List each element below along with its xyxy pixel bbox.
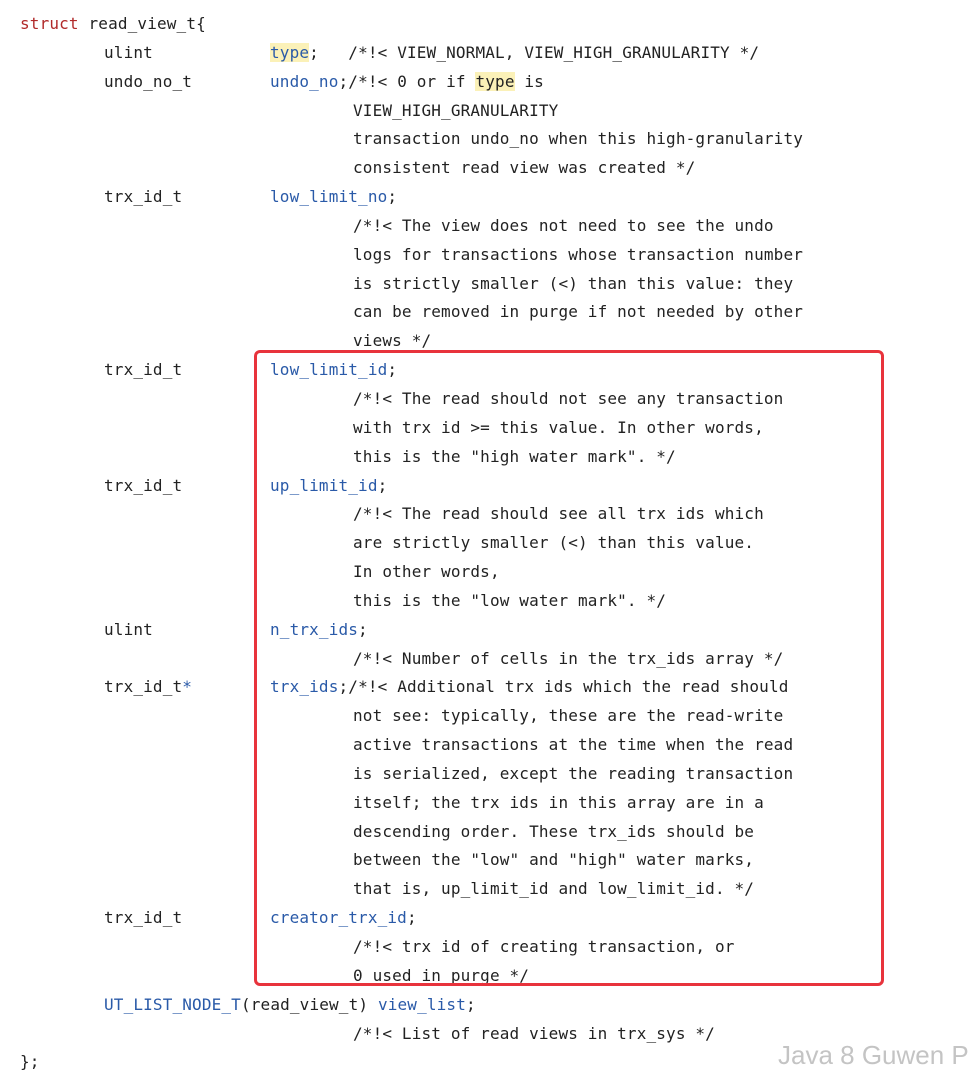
field-semicolon: ; xyxy=(387,360,398,380)
comment-line: /*!< trx id of creating transaction, or xyxy=(353,937,735,956)
comment-line: consistent read view was created */ xyxy=(353,158,696,178)
list-macro: UT_LIST_NODE_T xyxy=(104,994,241,1014)
field-n-trx-ids-line xyxy=(20,616,368,645)
comment-line: logs for transactions whose transaction number xyxy=(353,244,804,264)
field-low-limit-no-line xyxy=(20,183,398,212)
comment-line: not see: typically, these are the read-write xyxy=(353,706,784,726)
field-type: ulint xyxy=(104,619,153,639)
struct-closing: }; xyxy=(20,1052,40,1072)
field-comment: is xyxy=(514,71,544,91)
comment-line: can be removed in purge if not needed by other xyxy=(353,302,804,322)
comment-line: is serialized, except the reading transaction xyxy=(353,763,794,783)
comment-line: active transactions at the time when the read xyxy=(353,735,794,755)
field-semicolon: ; xyxy=(338,71,349,91)
comment-line: with trx id >= this value. In other words, xyxy=(353,417,764,437)
field-name: n_trx_ids xyxy=(270,619,359,639)
comment-line: VIEW_HIGH_GRANULARITY xyxy=(353,100,559,120)
highlighted-word: type xyxy=(475,71,515,91)
comment-line: itself; the trx ids in this array are in a xyxy=(353,792,764,812)
struct-closing-line xyxy=(20,1048,206,1077)
watermark: Java 8 Guwen P xyxy=(778,1040,969,1070)
field-semicolon: ; xyxy=(309,42,319,62)
struct-keyword: struct xyxy=(20,14,79,33)
comment-line: this is the "high water mark". */ xyxy=(353,446,676,466)
struct-declaration-line xyxy=(20,10,206,39)
comment-line: views */ xyxy=(353,331,432,351)
field-comment: /*!< VIEW_NORMAL, VIEW_HIGH_GRANULARITY */ xyxy=(318,42,760,62)
field-type: trx_id_t xyxy=(104,360,183,380)
list-macro-arg: (read_view_t) xyxy=(240,994,378,1014)
field-semicolon: ; xyxy=(406,908,417,928)
field-type: trx_id_t xyxy=(104,475,183,495)
field-semicolon: ; xyxy=(387,187,398,207)
field-type: trx_id_t xyxy=(104,187,183,207)
field-name: undo_no xyxy=(270,71,339,91)
highlight-box xyxy=(254,350,884,986)
field-undo-no-line xyxy=(20,68,544,97)
field-up-limit-id-line xyxy=(20,472,388,501)
comment-line: 0 used in purge */ xyxy=(353,965,530,985)
field-type: trx_id_t xyxy=(104,677,183,697)
field-semicolon: ; xyxy=(358,619,368,639)
pointer-star: * xyxy=(182,677,193,697)
comment-line: /*!< The read should see all trx ids which xyxy=(353,504,764,524)
field-name: type xyxy=(270,42,310,62)
comment-line: /*!< List of read views in trx_sys */ xyxy=(353,1023,715,1043)
field-semicolon: ; xyxy=(465,994,476,1014)
field-comment: /*!< Additional trx ids which the read should xyxy=(348,677,789,697)
list-field-name: view_list xyxy=(377,994,466,1014)
comment-line: /*!< The view does not need to see the undo xyxy=(353,215,774,235)
field-creator-trx-id-line xyxy=(20,904,417,933)
comment-line: descending order. These trx_ids should be xyxy=(353,821,755,841)
field-low-limit-id-line xyxy=(20,356,398,385)
field-name: trx_ids xyxy=(270,677,339,697)
code-block xyxy=(20,10,804,1077)
field-semicolon: ; xyxy=(338,677,349,697)
comment-line: this is the "low water mark". */ xyxy=(353,590,667,610)
field-name: low_limit_no xyxy=(270,187,388,207)
field-name: low_limit_id xyxy=(270,360,388,380)
field-trx-ids-line xyxy=(20,673,789,702)
comment-line: are strictly smaller (<) than this value. xyxy=(353,533,755,553)
comment-line: In other words, xyxy=(353,562,500,582)
struct-name: read_view_t{ xyxy=(88,14,206,33)
view-list-line xyxy=(20,991,476,1020)
field-name: creator_trx_id xyxy=(270,908,407,928)
comment-line: is strictly smaller (<) than this value: they xyxy=(353,273,794,293)
comment-line: /*!< The read should not see any transaction xyxy=(353,388,784,408)
field-type: undo_no_t xyxy=(104,71,193,91)
comment-line: transaction undo_no when this high-granularity xyxy=(353,129,804,149)
comment-line: between the "low" and "high" water marks, xyxy=(353,850,755,870)
field-type: ulint xyxy=(104,42,153,62)
comment-line: /*!< Number of cells in the trx_ids array */ xyxy=(353,648,784,668)
field-type: trx_id_t xyxy=(104,908,183,928)
field-name: up_limit_id xyxy=(270,475,378,495)
comment-line: that is, up_limit_id and low_limit_id. */ xyxy=(353,879,755,899)
field-comment: /*!< 0 or if xyxy=(348,71,476,91)
field-semicolon: ; xyxy=(377,475,388,495)
field-type-line xyxy=(20,39,760,68)
